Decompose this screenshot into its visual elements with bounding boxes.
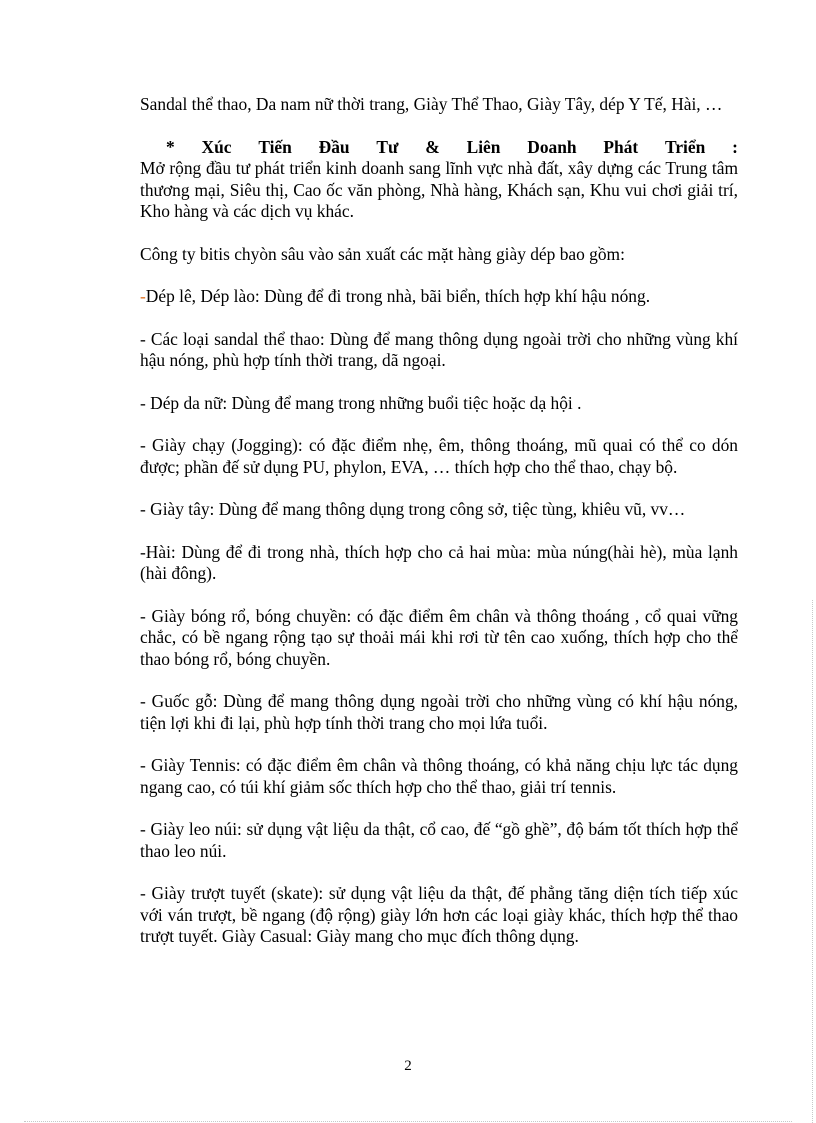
heading-word: Triển bbox=[665, 136, 706, 157]
paragraph-bong-ro: - Giày bóng rổ, bóng chuyền: có đặc điểm êm chân và thông thoáng , cổ quai vững chắc, có bề ngang rộng tạo sự thoải mái khi rơi từ tên cao xuống, thích hợp cho thể thao bóng rổ, bóng chuyền. bbox=[140, 605, 738, 669]
heading-word: * bbox=[166, 136, 175, 157]
document-body bbox=[140, 94, 738, 969]
heading-word: Doanh bbox=[527, 136, 577, 157]
page-border-bottom bbox=[24, 1121, 792, 1122]
paragraph-dep-le-text: Dép lê, Dép lào: Dùng để đi trong nhà, bãi biển, thích hợp khí hậu nóng. bbox=[145, 286, 651, 306]
section-heading bbox=[140, 137, 738, 159]
paragraph-products-intro: Công ty bitis chyòn sâu vào sản xuất các mặt hàng giày dép bao gồm: bbox=[140, 243, 625, 264]
heading-word: Tư bbox=[376, 136, 399, 157]
paragraph-intro: Sandal thể thao, Da nam nữ thời trang, Giày Thể Thao, Giày Tây, dép Y Tế, Hài, … bbox=[140, 94, 723, 114]
heading-word: Đầu bbox=[318, 136, 350, 157]
heading-word: Phát bbox=[603, 136, 639, 157]
paragraph-giay-tay: - Giày tây: Dùng để mang thông dụng trong công sở, tiệc tùng, khiêu vũ, vv… bbox=[140, 499, 686, 519]
paragraph-leo-nui: - Giày leo núi: sử dụng vật liệu da thật, cổ cao, đế “gồ ghề”, độ bám tốt thích hợp thể thao leo núi. bbox=[140, 819, 738, 861]
heading-word: Tiến bbox=[258, 136, 292, 157]
paragraph-hai: -Hài: Dùng để đi trong nhà, thích hợp cho cả hai mùa: mùa núng(hài hè), mùa lạnh (hài đông). bbox=[140, 541, 738, 583]
heading-word: & bbox=[425, 136, 440, 157]
page-number: 2 bbox=[404, 1058, 412, 1074]
paragraph-dep-da-nu: - Dép da nữ: Dùng để mang trong những buổi tiệc hoặc dạ hội . bbox=[140, 392, 582, 413]
paragraph-guoc-go: - Guốc gỗ: Dùng để mang thông dụng ngoài trời cho những vùng có khí hậu nóng, tiện lợi khi đi lại, phù hợp tính thời trang cho mọi lứa tuổi. bbox=[140, 691, 738, 733]
paragraph-truot-tuyet: - Giày trượt tuyết (skate): sử dụng vật liệu da thật, đế phẳng tăng diện tích tiếp xúc với ván trượt, bề ngang (độ rộng) giày lớn hơn các loại giày khác, thích hợp thể thao trượt tuyết. Giày Casual: Giày mang cho mục đích thông dụng. bbox=[140, 883, 738, 946]
paragraph-investment: Mở rộng đầu tư phát triển kinh doanh sang lĩnh vực nhà đất, xây dựng các Trung tâm thương mại, Siêu thị, Cao ốc văn phòng, Nhà hàng, Khách sạn, Khu vui chơi giải trí, Kho hàng và các dịch vụ khác. bbox=[140, 158, 738, 221]
page-border-right bbox=[812, 600, 813, 1123]
paragraph-tennis: - Giày Tennis: có đặc điểm êm chân và thông thoáng, có khả năng chịu lực tác dụng ngang cao, có túi khí giảm sốc thích hợp cho thể thao, giải trí tennis. bbox=[140, 755, 738, 797]
paragraph-dep-le bbox=[140, 286, 738, 308]
heading-word: Liên bbox=[466, 136, 501, 157]
paragraph-sandal: - Các loại sandal thể thao: Dùng để mang thông dụng ngoài trời cho những vùng khí hậu nóng, phù hợp tính thời trang, dã ngoại. bbox=[140, 328, 738, 370]
heading-word: : bbox=[732, 136, 738, 157]
heading-word: Xúc bbox=[201, 136, 232, 157]
paragraph-giay-chay: - Giày chạy (Jogging): có đặc điểm nhẹ, êm, thông thoáng, mũ quai có thể co dón được; phần đế sử dụng PU, phylon, EVA, … thích hợp cho thể thao, chạy bộ. bbox=[140, 435, 738, 477]
list-dash: - bbox=[140, 286, 146, 306]
